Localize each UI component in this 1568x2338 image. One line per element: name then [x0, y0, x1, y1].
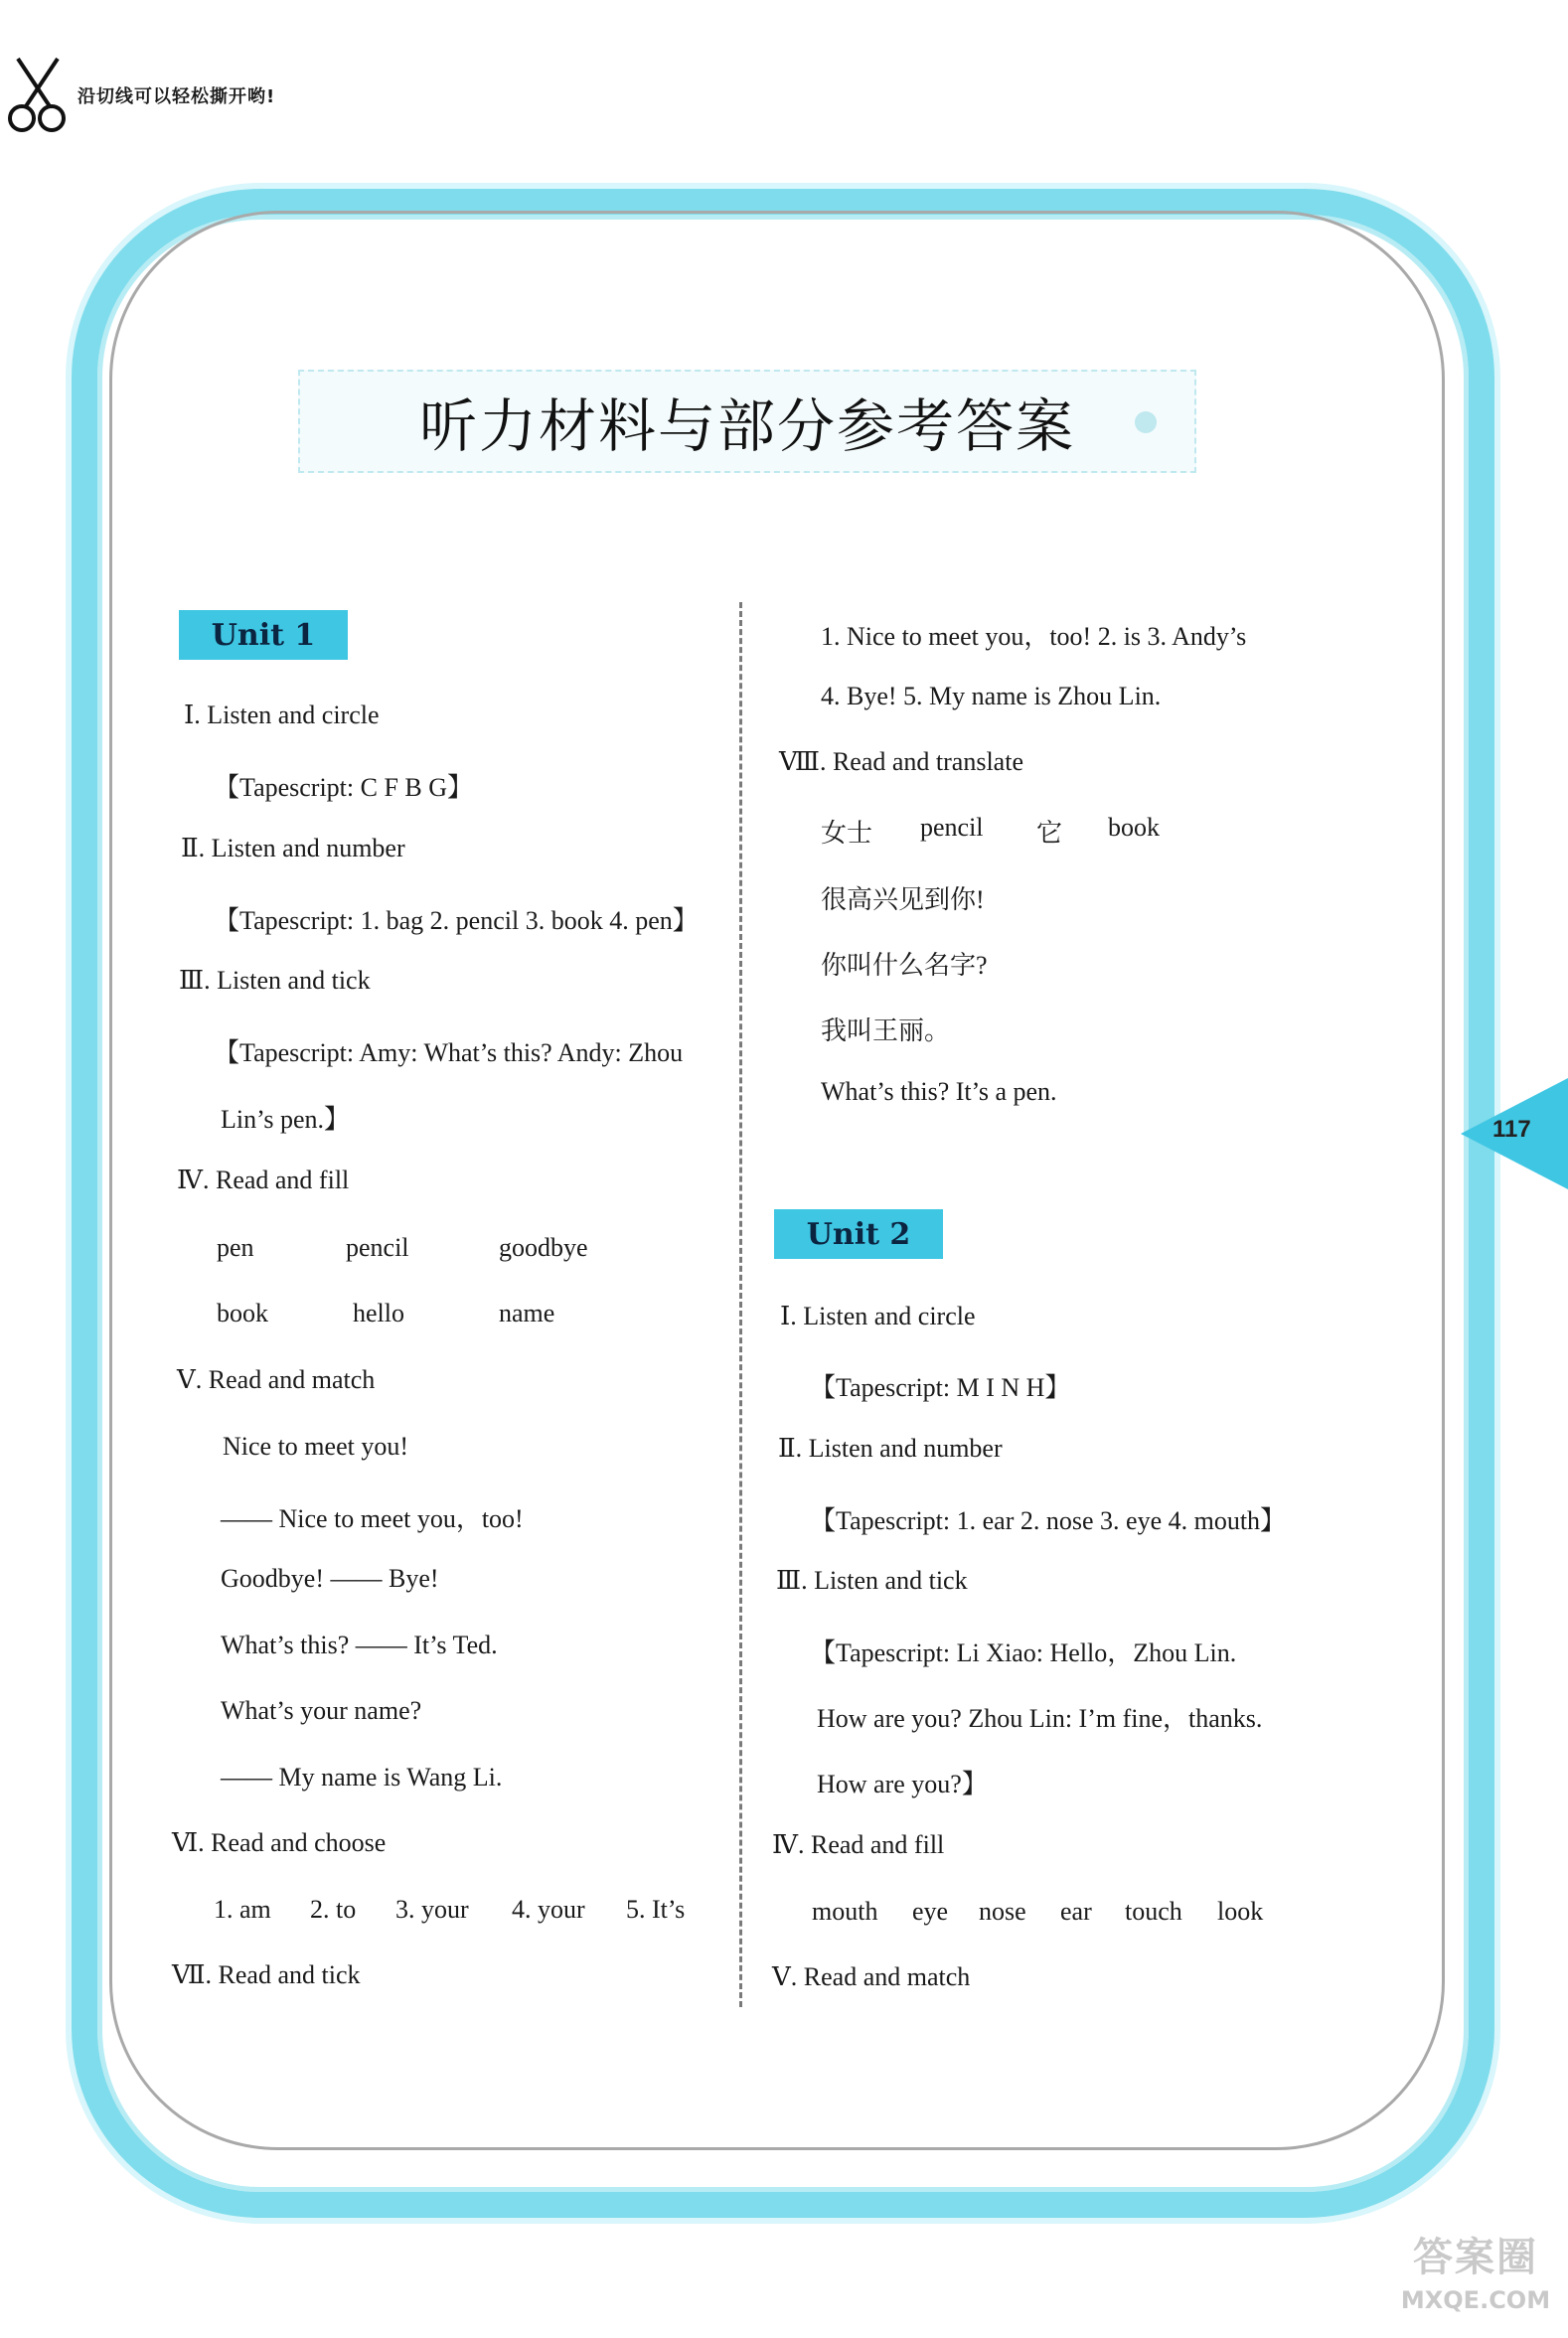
- translate-word: pencil: [920, 813, 984, 842]
- unit1-line: Ⅳ. Read and fill: [177, 1166, 350, 1194]
- unit1-line: 【Tapescript: C F B G】: [214, 773, 474, 802]
- unit1-line: Ⅴ. Read and match: [177, 1365, 376, 1394]
- unit1-line: Ⅶ. Read and tick: [172, 1960, 361, 1989]
- unit2-line: Ⅰ. Listen and circle: [780, 1302, 976, 1330]
- unit2-line: How are you?】: [817, 1770, 988, 1798]
- unit1-line: 【Tapescript: 1. bag 2. pencil 3. book 4. pen】: [214, 906, 699, 935]
- translate-word: book: [1108, 813, 1160, 842]
- choose-answer: 1. am: [214, 1895, 271, 1924]
- unit1-line: What’s this? —— It’s Ted.: [221, 1631, 498, 1659]
- unit2-line: 【Tapescript: Li Xiao: Hello，Zhou Lin.: [810, 1638, 1237, 1667]
- answer-line: 1. Nice to meet you，too! 2. is 3. Andy’s: [821, 622, 1247, 651]
- unit1-line: —— My name is Wang Li.: [221, 1763, 503, 1792]
- answer-line: 我叫王丽。: [821, 1016, 951, 1045]
- translate-word: 女士: [821, 819, 873, 848]
- fill-word: nose: [979, 1897, 1026, 1926]
- fill-word: pencil: [346, 1233, 409, 1262]
- fill-word: hello: [353, 1299, 404, 1327]
- choose-answer: 2. to: [310, 1895, 357, 1924]
- unit2-line: 【Tapescript: 1. ear 2. nose 3. eye 4. mouth】: [810, 1506, 1287, 1535]
- title-dot-decoration: [1135, 411, 1157, 433]
- unit1-line: Ⅲ. Listen and tick: [179, 966, 371, 995]
- scissors-icon: [6, 55, 72, 136]
- unit1-line: —— Nice to meet you，too!: [221, 1504, 524, 1533]
- translate-word: 它: [1036, 819, 1063, 848]
- unit1-line: Ⅱ. Listen and number: [181, 834, 405, 862]
- unit2-line: Ⅴ. Read and match: [772, 1962, 971, 1991]
- page-number: 117: [1492, 1116, 1531, 1143]
- fill-word: goodbye: [499, 1233, 588, 1262]
- fill-word: touch: [1125, 1897, 1182, 1926]
- page-number-tab: [1461, 1078, 1568, 1189]
- cut-note: [0, 55, 275, 136]
- unit1-line: Ⅰ. Listen and circle: [184, 701, 380, 729]
- page-title: 听力材料与部分参考答案: [418, 392, 1075, 460]
- watermark-logo: 答案圈: [1413, 2235, 1538, 2280]
- watermark: [1386, 2226, 1565, 2314]
- column-divider: [739, 602, 742, 2007]
- fill-word: look: [1217, 1897, 1264, 1926]
- unit2-line: Ⅳ. Read and fill: [772, 1830, 945, 1859]
- unit1-line: Nice to meet you!: [223, 1432, 408, 1461]
- choose-answer: 4. your: [512, 1895, 585, 1924]
- fill-word: book: [217, 1299, 268, 1327]
- unit2-header: Unit 2: [774, 1209, 943, 1259]
- answer-line: What’s this? It’s a pen.: [821, 1077, 1057, 1106]
- unit2-line: Ⅲ. Listen and tick: [776, 1566, 968, 1595]
- unit1-line: Ⅵ. Read and choose: [172, 1828, 387, 1857]
- fill-word: mouth: [812, 1897, 878, 1926]
- answer-line: Ⅷ. Read and translate: [779, 747, 1023, 776]
- unit2-line: 【Tapescript: M I N H】: [810, 1373, 1071, 1402]
- unit2-line: How are you? Zhou Lin: I’m fine，thanks.: [817, 1704, 1263, 1733]
- fill-word: name: [499, 1299, 555, 1327]
- answer-line: 很高兴见到你!: [821, 885, 985, 914]
- answer-line: 你叫什么名字?: [821, 951, 988, 980]
- unit1-line: What’s your name?: [221, 1696, 422, 1725]
- unit2-line: Ⅱ. Listen and number: [778, 1434, 1003, 1463]
- choose-answer: 5. It’s: [626, 1895, 686, 1924]
- fill-word: ear: [1060, 1897, 1092, 1926]
- fill-word: pen: [217, 1233, 254, 1262]
- unit1-line: Goodbye! —— Bye!: [221, 1564, 439, 1593]
- title-banner: [298, 370, 1196, 473]
- answer-line: 4. Bye! 5. My name is Zhou Lin.: [821, 682, 1162, 710]
- fill-word: eye: [912, 1897, 949, 1926]
- unit1-header: Unit 1: [179, 610, 348, 660]
- watermark-url: MXQE.COM: [1400, 2286, 1551, 2314]
- choose-answer: 3. your: [395, 1895, 469, 1924]
- unit1-line: Lin’s pen.】: [221, 1105, 350, 1134]
- unit1-line: 【Tapescript: Amy: What’s this? Andy: Zhou: [214, 1038, 684, 1067]
- cut-note-text: 沿切线可以轻松撕开哟!: [78, 86, 276, 107]
